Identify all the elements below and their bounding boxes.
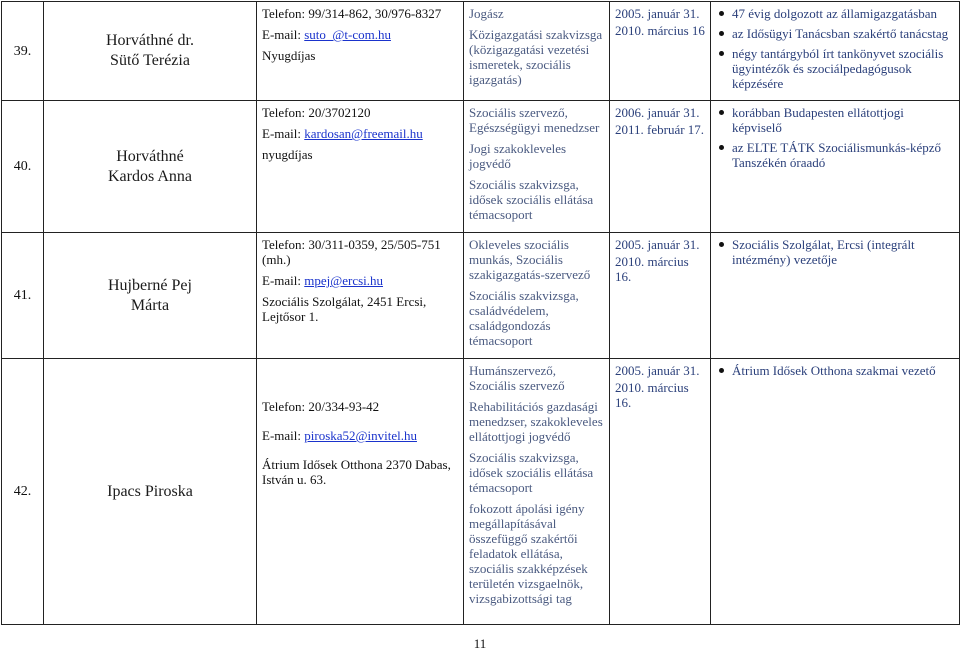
role-item: 47 évig dolgozott az államigazgatásban bbox=[732, 6, 954, 21]
page-number: 11 bbox=[473, 636, 487, 651]
email-link[interactable]: piroska52@invitel.hu bbox=[304, 428, 417, 443]
qualification-cell bbox=[464, 2, 610, 101]
person-name bbox=[44, 359, 257, 625]
phone-text: Telefon: 99/314-862, 30/976-8327 bbox=[262, 6, 442, 21]
qualification-text: Szociális szakvizsga, idősek szociális ellátása témacsoport bbox=[469, 450, 594, 495]
date-text: 2005. január 31. bbox=[615, 237, 700, 252]
role-item: korábban Budapesten ellátottjogi képviselő bbox=[732, 105, 954, 135]
role-item: az Idősügyi Tanácsban szakértő tanácstag bbox=[732, 26, 954, 41]
role-list bbox=[716, 363, 954, 378]
table-row bbox=[2, 233, 960, 359]
email-line bbox=[262, 428, 458, 443]
qualification-text: fokozott ápolási igény megállapításával összefüggő szakértői feladatok ellátása, szociális szakképzések területén vizsgaelnök, vizsgabizottsági tag bbox=[469, 501, 588, 606]
role-cell bbox=[711, 2, 960, 101]
contact-note: Szociális Szolgálat, 2451 Ercsi, Lejtősor 1. bbox=[262, 294, 427, 324]
email-label: E-mail: bbox=[262, 428, 305, 443]
date-cell bbox=[610, 233, 711, 359]
date-cell bbox=[610, 2, 711, 101]
contact-cell bbox=[257, 233, 464, 359]
date-text: 2010. március 16 bbox=[615, 23, 705, 38]
qualification-text: Szociális szakvizsga, idősek szociális ellátása témacsoport bbox=[469, 177, 594, 222]
person-name bbox=[44, 233, 257, 359]
person-name-line: Horváthné dr. bbox=[106, 32, 194, 49]
row-number: 42. bbox=[2, 359, 44, 625]
qualification-cell bbox=[464, 359, 610, 625]
role-cell bbox=[711, 359, 960, 625]
role-list bbox=[716, 105, 954, 170]
role-item: négy tantárgyból írt tankönyvet szociális ügyintézők és szociálpedagógusok képzésére bbox=[732, 46, 954, 91]
person-name-line: Hujberné Pej bbox=[108, 276, 192, 294]
date-cell bbox=[610, 359, 711, 625]
email-link[interactable]: mpej@ercsi.hu bbox=[304, 273, 384, 288]
qualification-cell bbox=[464, 233, 610, 359]
date-text: 2010. március 16. bbox=[615, 380, 689, 410]
contact-note: nyugdíjas bbox=[262, 147, 313, 162]
person-name bbox=[44, 2, 257, 101]
email-label: E-mail: bbox=[262, 27, 305, 42]
qualification-text: Rehabilitációs gazdasági menedzser, szakokleveles ellátottjogi jogvédő bbox=[469, 399, 603, 444]
contact-note: Nyugdíjas bbox=[262, 48, 316, 63]
email-label: E-mail: bbox=[262, 126, 305, 141]
row-number: 40. bbox=[2, 101, 44, 233]
role-list bbox=[716, 237, 954, 267]
person-name-line: Ipacs Piroska bbox=[107, 482, 193, 500]
qualification-text: Okleveles szociális munkás, Szociális szakigazgatás-szervező bbox=[469, 237, 591, 282]
date-text: 2010. március 16. bbox=[615, 254, 689, 284]
table-row bbox=[2, 359, 960, 625]
role-list bbox=[716, 6, 954, 91]
email-link[interactable]: kardosan@freemail.hu bbox=[304, 126, 423, 141]
qualification-text: Jogász bbox=[469, 6, 504, 21]
qualification-cell bbox=[464, 101, 610, 233]
phone-text: Telefon: 20/334-93-42 bbox=[262, 399, 380, 414]
person-name-line: Sütő Terézia bbox=[110, 52, 190, 69]
qualification-text: Szociális szervező, Egészségügyi menedzser bbox=[469, 105, 600, 135]
role-item: Átrium Idősek Otthona szakmai vezető bbox=[732, 363, 954, 378]
qualification-text: Közigazgatási szakvizsga (közigazgatási vezetési ismeretek, szociális igazgatás) bbox=[469, 27, 603, 87]
date-text: 2005. január 31. bbox=[615, 363, 700, 378]
qualification-text: Szociális szakvizsga, családvédelem, családgondozás témacsoport bbox=[469, 288, 579, 348]
date-text: 2006. január 31. bbox=[615, 105, 700, 120]
email-label: E-mail: bbox=[262, 273, 305, 288]
email-line bbox=[262, 27, 458, 42]
role-item: Szociális Szolgálat, Ercsi (integrált intézmény) vezetője bbox=[732, 237, 954, 267]
email-link[interactable]: suto_@t-com.hu bbox=[304, 27, 391, 42]
person-name bbox=[44, 101, 257, 233]
qualification-text: Humánszervező, Szociális szervező bbox=[469, 363, 565, 393]
date-text: 2011. február 17. bbox=[615, 122, 705, 137]
contact-note: Átrium Idősek Otthona 2370 Dabas, István u. 63. bbox=[262, 457, 451, 487]
contact-cell bbox=[257, 101, 464, 233]
role-cell bbox=[711, 233, 960, 359]
table-row bbox=[2, 2, 960, 101]
role-item: az ELTE TÁTK Szociálismunkás-képző Tanszékén óraadó bbox=[732, 140, 954, 170]
contact-cell bbox=[257, 2, 464, 101]
qualification-text: Jogi szakokleveles jogvédő bbox=[469, 141, 567, 171]
phone-text: Telefon: 30/311-0359, 25/505-751 (mh.) bbox=[262, 237, 441, 267]
registry-table bbox=[1, 1, 960, 625]
person-name-line: Kardos Anna bbox=[108, 167, 192, 185]
date-cell bbox=[610, 101, 711, 233]
person-name-line: Márta bbox=[130, 296, 170, 314]
person-name-line: Horváthné bbox=[116, 147, 184, 165]
role-cell bbox=[711, 101, 960, 233]
contact-cell bbox=[257, 359, 464, 625]
table-row bbox=[2, 101, 960, 233]
email-line bbox=[262, 273, 458, 288]
date-text: 2005. január 31. bbox=[615, 6, 700, 21]
row-number: 39. bbox=[2, 2, 44, 101]
email-line bbox=[262, 126, 458, 141]
phone-text: Telefon: 20/3702120 bbox=[262, 105, 371, 120]
row-number: 41. bbox=[2, 233, 44, 359]
